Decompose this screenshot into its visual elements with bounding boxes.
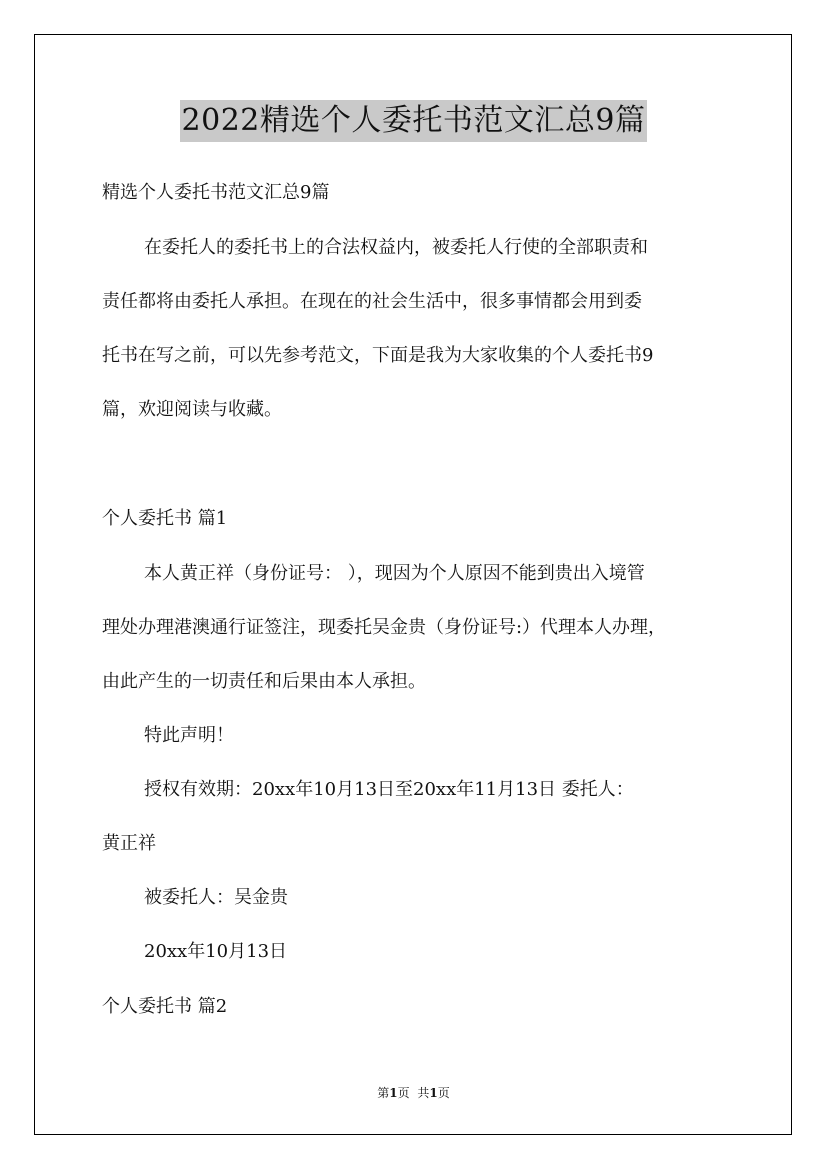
document-title: 2022精选个人委托书范文汇总9篇 <box>180 100 648 142</box>
section1-validity-line-2: 黄正祥 <box>102 833 156 854</box>
section1-body-line-2: 理处办理港澳通行证签注，现委托吴金贵（身份证号:）代理本人办理， <box>102 617 667 638</box>
intro-line-1: 在委托人的委托书上的合法权益内，被委托人行使的全部职责和 <box>144 237 648 258</box>
intro-line-3: 托书在写之前，可以先参考范文，下面是我为大家收集的个人委托书9 <box>102 345 654 366</box>
footer-page-number: 1 <box>389 1086 398 1100</box>
section1-validity-line-1: 授权有效期：20xx年10月13日至20xx年11月13日 委托人： <box>144 779 634 800</box>
footer-total-prefix: 共 <box>417 1086 430 1100</box>
section1-body-line-1: 本人黄正祥（身份证号： ），现因为个人原因不能到贵出入境管 <box>144 563 645 584</box>
footer-page-suffix: 页 <box>397 1086 410 1100</box>
footer-page-prefix: 第 <box>377 1086 390 1100</box>
intro-line-2: 责任都将由委托人承担。在现在的社会生活中，很多事情都会用到委 <box>102 291 642 312</box>
footer-total-suffix: 页 <box>437 1086 450 1100</box>
section1-body-line-3: 由此产生的一切责任和后果由本人承担。 <box>102 671 426 692</box>
section1-date: 20xx年10月13日 <box>144 941 288 962</box>
title-container <box>0 100 827 142</box>
page-footer <box>0 1085 827 1101</box>
section1-heading: 个人委托书 篇1 <box>102 508 228 529</box>
section1-statement: 特此声明！ <box>144 725 234 746</box>
footer-total-pages: 1 <box>429 1086 438 1100</box>
section1-agent: 被委托人：吴金贵 <box>144 887 288 908</box>
document-subtitle: 精选个人委托书范文汇总9篇 <box>102 182 330 203</box>
intro-line-4: 篇，欢迎阅读与收藏。 <box>102 399 282 420</box>
section2-heading: 个人委托书 篇2 <box>102 996 228 1017</box>
